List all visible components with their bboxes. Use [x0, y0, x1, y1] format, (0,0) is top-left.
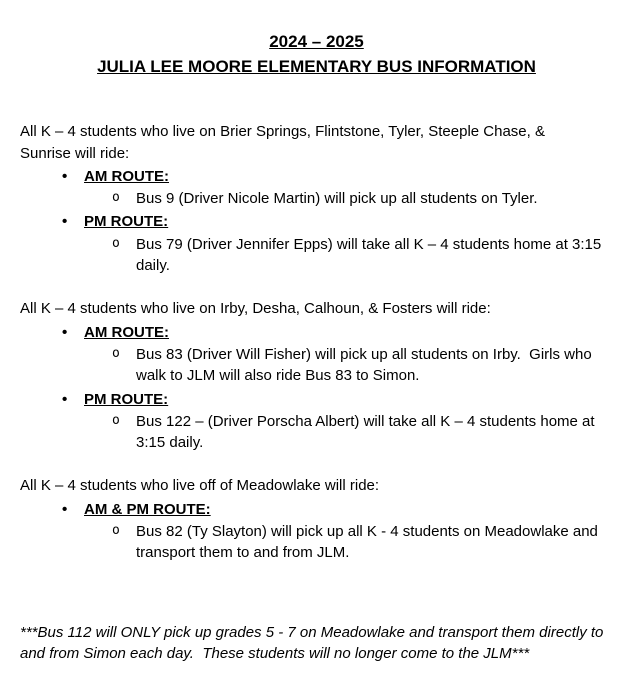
circle-bullet-icon: o: [112, 523, 120, 539]
bullet-icon: •: [62, 500, 68, 518]
route-detail: [20, 344, 613, 387]
route-detail: [20, 188, 613, 209]
title-school-line: [20, 55, 613, 80]
circle-bullet-icon: o: [112, 190, 120, 206]
bullet-icon: •: [62, 167, 68, 185]
route-item: [20, 166, 613, 187]
route-item: [20, 322, 613, 343]
route-item: [20, 499, 613, 520]
footnote-bus-112: ***Bus 112 will ONLY pick up grades 5 - 7 on Meadowlake and transport them directly to and from Simon each day. These students will no longer come to the JLM***: [20, 623, 608, 662]
route-detail: [20, 521, 613, 564]
section-intro: All K – 4 students who live off of Meadowlake will ride:: [20, 477, 380, 495]
section-brier-springs: [20, 121, 613, 276]
route-item: [20, 389, 613, 410]
route-detail: [20, 234, 613, 277]
route-label: PM ROUTE:: [84, 390, 169, 408]
route-detail: [20, 411, 613, 454]
route-detail-text: Bus 122 – (Driver Porscha Albert) will take all K – 4 students home at 3:15 daily.: [136, 412, 599, 452]
circle-bullet-icon: o: [112, 235, 120, 251]
title-year: 2024 – 2025: [269, 32, 364, 51]
route-detail-text: Bus 82 (Ty Slayton) will pick up all K - 4 students on Meadowlake and transport them to and from JLM.: [136, 523, 603, 562]
document-body: [20, 121, 613, 664]
route-label: AM & PM ROUTE:: [84, 500, 211, 518]
route-label: AM ROUTE:: [84, 323, 169, 341]
section-irby: [20, 298, 613, 453]
bullet-icon: •: [62, 323, 68, 341]
section-intro: All K – 4 students who live on Irby, Desha, Calhoun, & Fosters will ride:: [20, 300, 491, 318]
title-year-line: [20, 30, 613, 55]
circle-bullet-icon: o: [112, 412, 120, 428]
section-meadowlake: [20, 475, 613, 563]
bullet-icon: •: [62, 390, 68, 408]
section-intro: All K – 4 students who live on Brier Springs, Flintstone, Tyler, Steeple Chase, & Sunrise will ride:: [20, 123, 545, 162]
title-school: JULIA LEE MOORE ELEMENTARY BUS INFORMATION: [97, 56, 536, 76]
route-detail-text: Bus 83 (Driver Will Fisher) will pick up all students on Irby. Girls who walk to JLM will also ride Bus 83 to Simon.: [136, 345, 596, 385]
route-detail-text: Bus 9 (Driver Nicole Martin) will pick up all students on Tyler.: [136, 190, 538, 208]
bullet-icon: •: [62, 213, 68, 231]
route-label: PM ROUTE:: [84, 213, 169, 231]
route-item: [20, 211, 613, 232]
route-label: AM ROUTE:: [84, 167, 169, 185]
circle-bullet-icon: o: [112, 345, 120, 361]
document-title: [20, 30, 613, 79]
route-detail-text: Bus 79 (Driver Jennifer Epps) will take all K – 4 students home at 3:15 daily.: [136, 235, 606, 275]
